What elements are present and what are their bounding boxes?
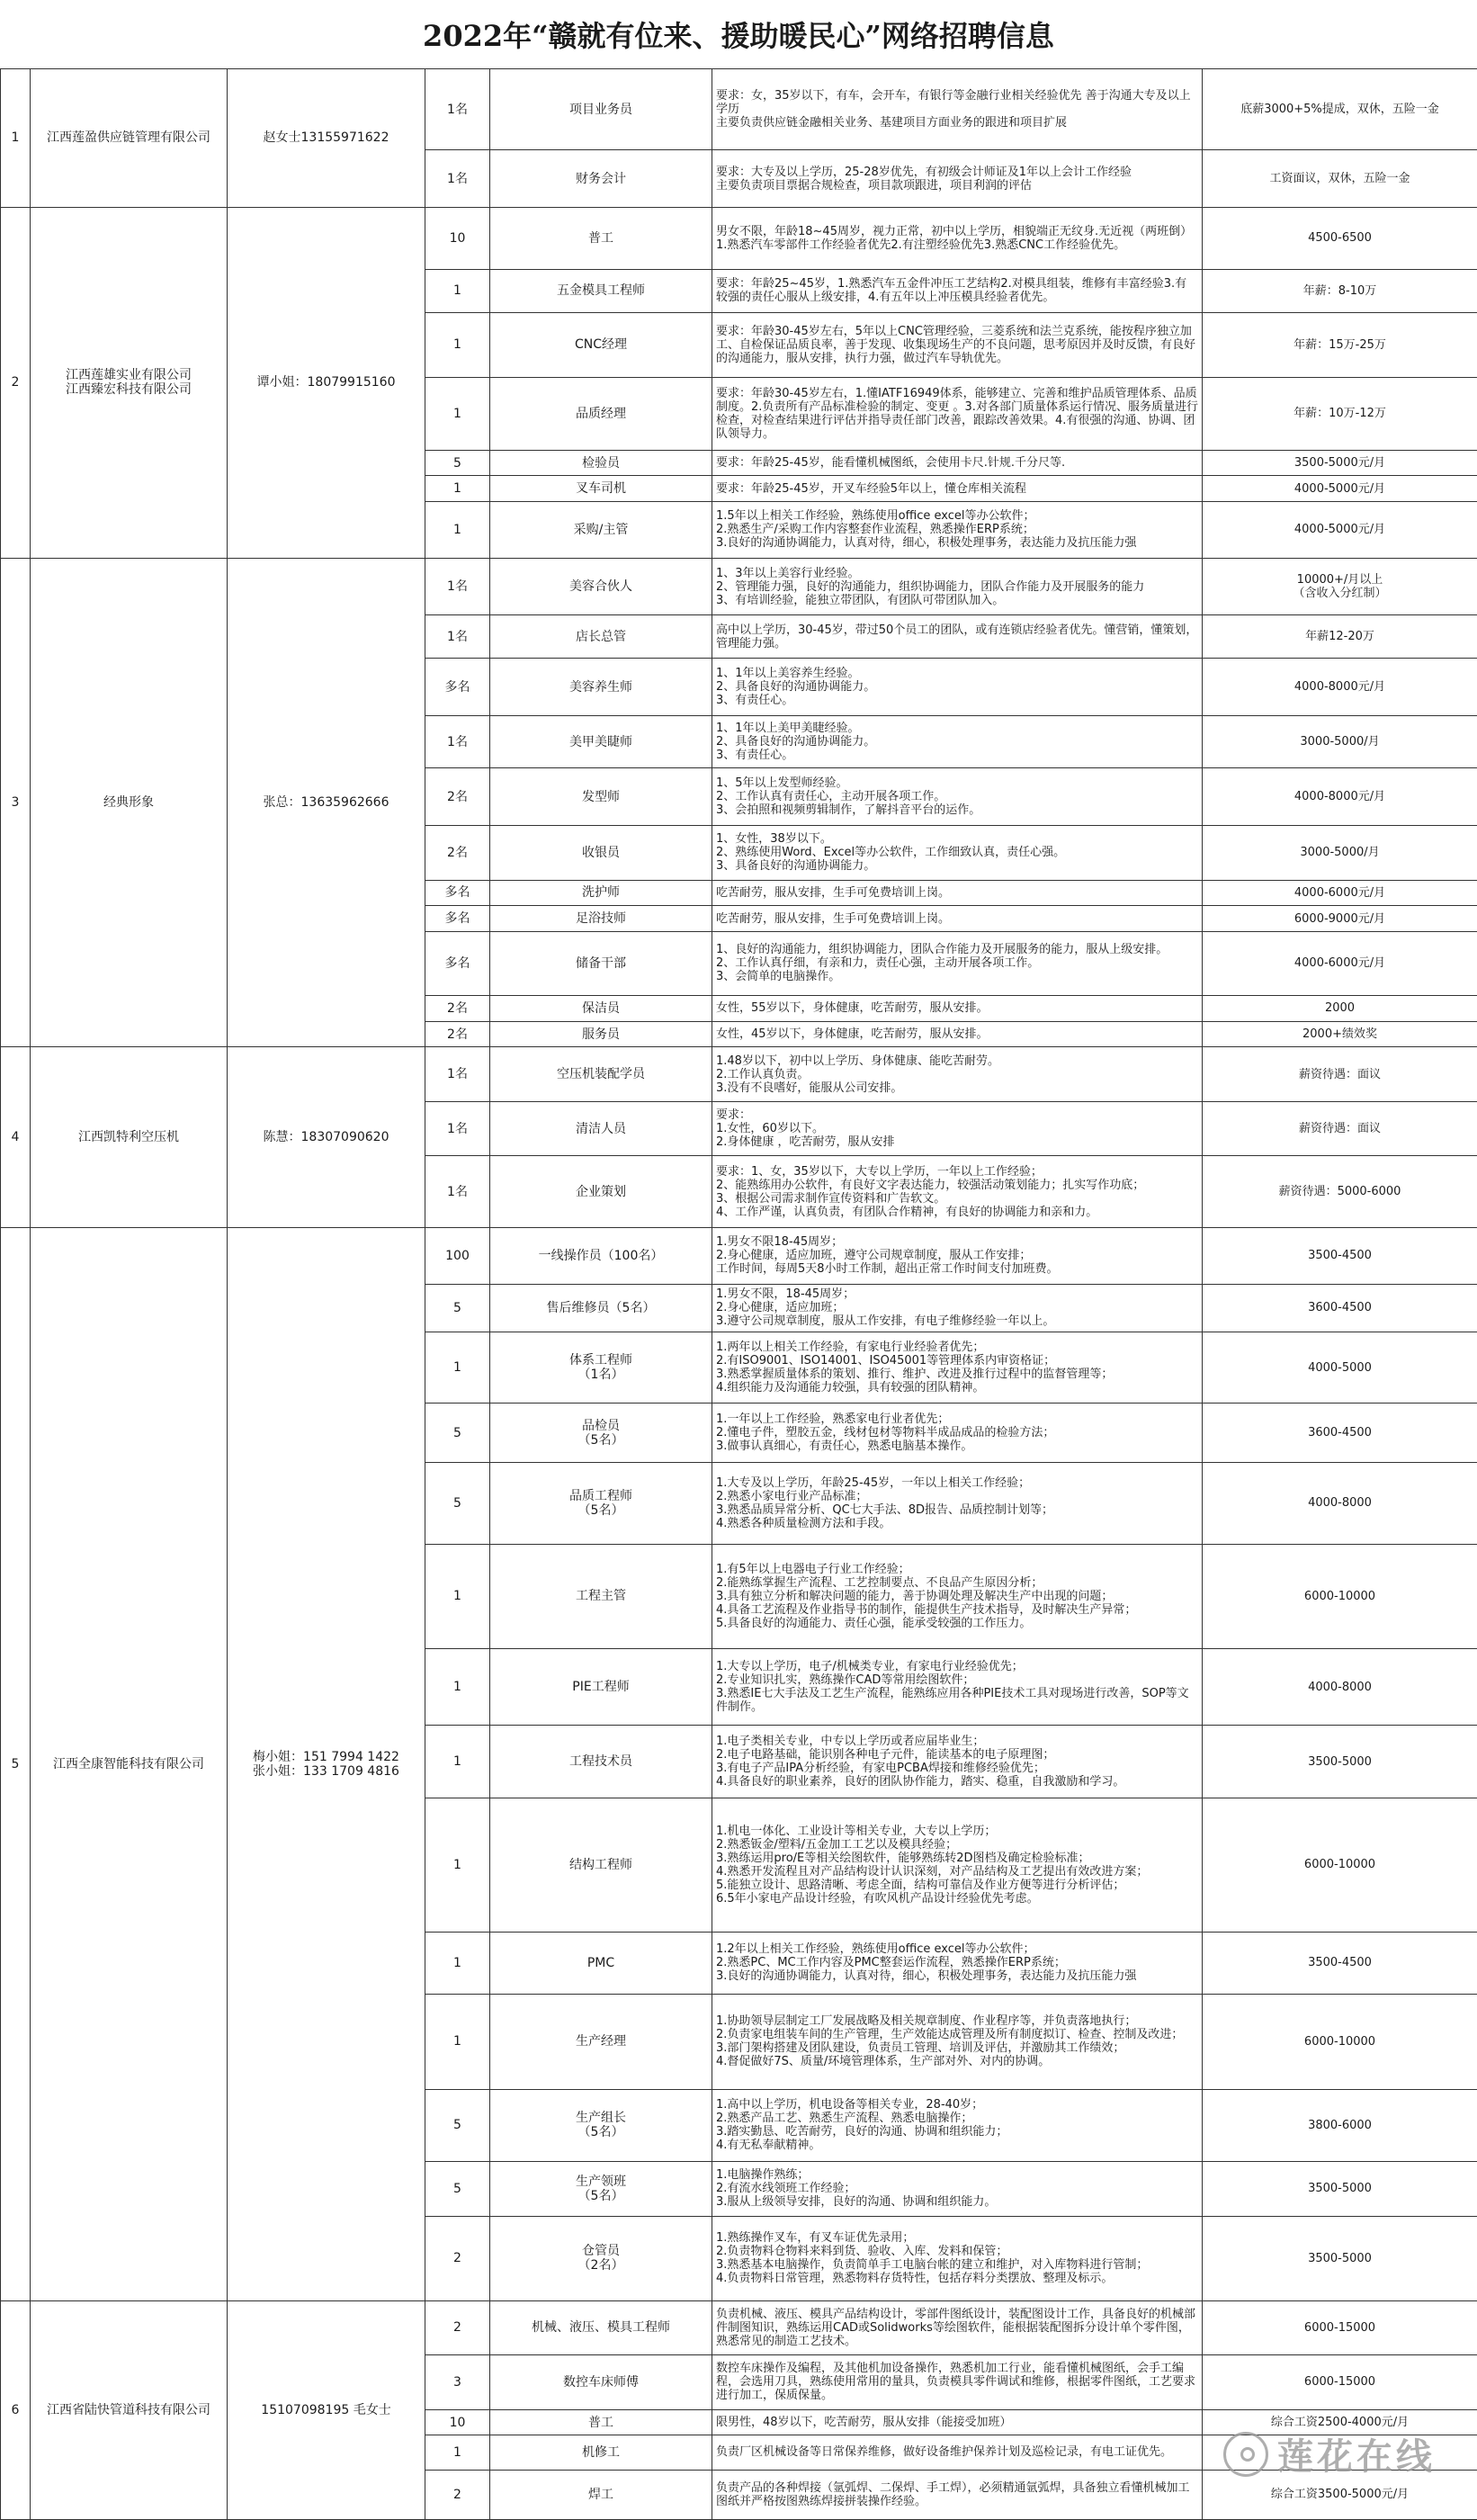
job-salary: 3500-5000元/月 bbox=[1203, 450, 1477, 476]
job-position: 洗护师 bbox=[490, 880, 712, 906]
job-salary: 3500-5000 bbox=[1203, 1726, 1477, 1798]
job-requirements: 1.机电一体化、工业设计等相关专业，大专以上学历； 2.熟悉钣金/塑料/五金加工工艺以及模具经验； 3.熟练运用pro/E等相关绘图软件，能够熟练转2D图档及确定检验标准； 4.熟悉开发流程且对产品结构设计认识深刻，对产品结构及工艺提出有效改进方案； 5.能独立设计、思路清晰、考虑全面，结构可靠信及作业方便等进行分析评估； 6.5年小家电产品设计经验，有吹风机产品设计经验优先考虑。 bbox=[712, 1798, 1203, 1933]
company-number: 6 bbox=[1, 2300, 31, 2519]
company-contact: 谭小姐：18079915160 bbox=[228, 207, 425, 558]
table-row bbox=[1, 1047, 1477, 1102]
job-position: 美容养生师 bbox=[490, 659, 712, 716]
company-number: 4 bbox=[1, 1047, 31, 1228]
job-position: 生产领班 （5名） bbox=[490, 2161, 712, 2217]
job-requirements: 1、1年以上美甲美睫经验。 2、具备良好的沟通协调能力。 3、有责任心。 bbox=[712, 715, 1203, 767]
job-salary: 3800-6000 bbox=[1203, 2089, 1477, 2161]
job-requirements: 1.一年以上工作经验，熟悉家电行业者优先； 2.懂电子件，塑胶五金，线材包材等物料半成品成品的检验方法； 3.做事认真细心，有责任心，熟悉电脑基本操作。 bbox=[712, 1403, 1203, 1463]
recruitment-table bbox=[0, 68, 1477, 2520]
job-requirements: 1.男女不限18-45周岁； 2.身心健康，适应加班，遵守公司规章制度，服从工作安排； 工作时间，每周5天8小时工作制，超出正常工作时间支付加班费。 bbox=[712, 1228, 1203, 1285]
company-contact: 15107098195 毛女士 bbox=[228, 2300, 425, 2519]
job-position: 发型师 bbox=[490, 768, 712, 826]
company-name: 江西凯特利空压机 bbox=[31, 1047, 228, 1228]
watermark bbox=[1223, 2429, 1466, 2479]
job-position: 清洁人员 bbox=[490, 1101, 712, 1156]
company-number: 1 bbox=[1, 69, 31, 208]
job-count: 2 bbox=[425, 2217, 490, 2300]
job-requirements: 女性，45岁以下，身体健康，吃苦耐劳，服从安排。 bbox=[712, 1021, 1203, 1047]
job-salary: 薪资待遇：面议 bbox=[1203, 1101, 1477, 1156]
table-row bbox=[1, 69, 1477, 150]
job-count: 5 bbox=[425, 450, 490, 476]
job-count: 多名 bbox=[425, 880, 490, 906]
table-row bbox=[1, 2300, 1477, 2355]
job-requirements: 男女不限，年龄18~45周岁，视力正常，初中以上学历，相貌端正无纹身.无近视（两班倒） 1.熟悉汽车零部件工作经验者优先2.有注塑经验优先3.熟悉CNC工作经验优先。 bbox=[712, 207, 1203, 269]
job-count: 1名 bbox=[425, 150, 490, 208]
table-row bbox=[1, 558, 1477, 615]
job-position: 品质经理 bbox=[490, 377, 712, 450]
job-requirements: 1、1年以上美容养生经验。 2、具备良好的沟通协调能力。 3、有责任心。 bbox=[712, 659, 1203, 716]
job-requirements: 1.大专及以上学历，年龄25-45岁，一年以上相关工作经验； 2.熟悉小家电行业产品标准； 3.熟悉品质异常分析、QC七大手法、8D报告、品质控制计划等； 4.熟悉各种质量检测方法和手段。 bbox=[712, 1463, 1203, 1544]
job-requirements: 1.电脑操作熟练； 2.有流水线领班工作经验； 3.服从上级领导安排，良好的沟通、协调和组织能力。 bbox=[712, 2161, 1203, 2217]
job-position: 售后维修员（5名） bbox=[490, 1284, 712, 1332]
table-row bbox=[1, 1228, 1477, 1285]
company-contact: 陈慧：18307090620 bbox=[228, 1047, 425, 1228]
job-position: 机修工 bbox=[490, 2435, 712, 2470]
job-requirements: 要求：年龄25-45岁，能看懂机械图纸，会使用卡尺.针规.千分尺等. bbox=[712, 450, 1203, 476]
job-salary: 6000-15000 bbox=[1203, 2355, 1477, 2410]
job-position: 保洁员 bbox=[490, 996, 712, 1022]
job-salary: 4000-8000 bbox=[1203, 1463, 1477, 1544]
job-position: 工程主管 bbox=[490, 1544, 712, 1649]
wechat-icon bbox=[1223, 2432, 1268, 2477]
job-requirements: 吃苦耐劳，服从安排，生手可免费培训上岗。 bbox=[712, 880, 1203, 906]
job-position: 机械、液压、模具工程师 bbox=[490, 2300, 712, 2355]
job-salary: 10000+/月以上 （含收入分红制） bbox=[1203, 558, 1477, 615]
job-requirements: 要求：年龄25-45岁，开叉车经验5年以上，懂仓库相关流程 bbox=[712, 476, 1203, 502]
job-count: 1 bbox=[425, 476, 490, 502]
job-count: 1 bbox=[425, 1649, 490, 1726]
job-count: 1 bbox=[425, 2435, 490, 2470]
job-position: 采购/主管 bbox=[490, 502, 712, 559]
job-count: 2名 bbox=[425, 826, 490, 881]
job-count: 1 bbox=[425, 1726, 490, 1798]
job-salary: 3500-4500 bbox=[1203, 1228, 1477, 1285]
job-requirements: 要求：年龄30-45岁左右，5年以上CNC管理经验，三菱系统和法兰克系统，能按程序独立加工、自检保证品质良率，善于发现、收集现场生产的不良问题，思考原因并及时反馈，有良好的沟通能力，服从安排，执行力强，做过汽车导轨优先。 bbox=[712, 312, 1203, 377]
company-name: 经典形象 bbox=[31, 558, 228, 1047]
job-count: 5 bbox=[425, 2089, 490, 2161]
job-salary: 年薪：10万-12万 bbox=[1203, 377, 1477, 450]
page-title: 2022年“赣就有位来、援助暖民心”网络招聘信息 bbox=[423, 19, 1054, 53]
job-count: 1 bbox=[425, 270, 490, 313]
job-requirements: 1.协助领导层制定工厂发展战略及相关规章制度、作业程序等，并负责落地执行； 2.负责家电组装车间的生产管理，生产效能达成管理及所有制度拟订、检查、控制及改进； 3.部门架构搭建及团队建设，负责员工管理、培训及评估，并激励其工作绩效； 4.督促做好7S、质量/环境管理体系，生产部对外、对内的协调。 bbox=[712, 1994, 1203, 2089]
job-position: 美甲美睫师 bbox=[490, 715, 712, 767]
job-count: 多名 bbox=[425, 906, 490, 932]
job-salary: 6000-10000 bbox=[1203, 1798, 1477, 1933]
job-count: 2 bbox=[425, 2470, 490, 2519]
job-requirements: 负责厂区机械设备等日常保养维修，做好设备维护保养计划及巡检记录，有电工证优先。 bbox=[712, 2435, 1203, 2470]
job-count: 5 bbox=[425, 2161, 490, 2217]
job-position: 结构工程师 bbox=[490, 1798, 712, 1933]
job-count: 100 bbox=[425, 1228, 490, 1285]
job-salary: 工资面议，双休，五险一金 bbox=[1203, 150, 1477, 208]
job-count: 5 bbox=[425, 1284, 490, 1332]
job-requirements: 1.5年以上相关工作经验，熟练使用office excel等办公软件； 2.熟悉生产/采购工作内容整套作业流程，熟悉操作ERP系统； 3.良好的沟通协调能力，认真对待，细心，积极处理事务，表达能力及抗压能力强 bbox=[712, 502, 1203, 559]
job-count: 1 bbox=[425, 502, 490, 559]
job-count: 多名 bbox=[425, 659, 490, 716]
job-count: 2名 bbox=[425, 996, 490, 1022]
company-number: 2 bbox=[1, 207, 31, 558]
job-position: 空压机装配学员 bbox=[490, 1047, 712, 1102]
job-requirements: 限男性，48岁以下，吃苦耐劳，服从安排（能接受加班） bbox=[712, 2409, 1203, 2435]
job-position: 足浴技师 bbox=[490, 906, 712, 932]
job-salary: 4000-5000元/月 bbox=[1203, 476, 1477, 502]
job-requirements: 1.男女不限，18-45周岁； 2.身心健康，适应加班； 3.遵守公司规章制度，服从工作安排，有电子维修经验一年以上。 bbox=[712, 1284, 1203, 1332]
job-count: 1名 bbox=[425, 69, 490, 150]
job-position: 服务员 bbox=[490, 1021, 712, 1047]
job-salary: 4000-5000元/月 bbox=[1203, 502, 1477, 559]
job-requirements: 1、5年以上发型师经验。 2、工作认真有责任心，主动开展各项工作。 3、会拍照和视频剪辑制作，了解抖音平台的运作。 bbox=[712, 768, 1203, 826]
job-count: 10 bbox=[425, 2409, 490, 2435]
job-salary: 3500-4500 bbox=[1203, 1932, 1477, 1994]
job-requirements: 1.大专以上学历，电子/机械类专业，有家电行业经验优先； 2.专业知识扎实，熟练操作CAD等常用绘图软件； 3.熟悉IE七大手法及工艺生产流程，能熟练应用各种PIE技术工具对现场进行改善，SOP等文件制作。 bbox=[712, 1649, 1203, 1726]
job-requirements: 要求：女，35岁以下，有车，会开车，有银行等金融行业相关经验优先 善于沟通大专及以上学历 主要负责供应链金融相关业务、基建项目方面业务的跟进和项目扩展 bbox=[712, 69, 1203, 150]
job-salary: 年薪：15万-25万 bbox=[1203, 312, 1477, 377]
job-requirements: 负责产品的各种焊接（氩弧焊、二保焊、手工焊），必须精通氩弧焊，具备独立看懂机械加工图纸并严格按图熟练焊接拼装操作经验。 bbox=[712, 2470, 1203, 2519]
job-salary: 6000-9000元/月 bbox=[1203, 906, 1477, 932]
job-salary: 2000 bbox=[1203, 996, 1477, 1022]
job-requirements: 要求：大专及以上学历，25-28岁优先，有初级会计师证及1年以上会计工作经验 主要负责项目票据合规检查，项目款项跟进，项目利润的评估 bbox=[712, 150, 1203, 208]
job-position: 五金模具工程师 bbox=[490, 270, 712, 313]
job-position: 储备干部 bbox=[490, 931, 712, 995]
job-salary: 3000-5000/月 bbox=[1203, 826, 1477, 881]
job-count: 3 bbox=[425, 2355, 490, 2410]
job-count: 1 bbox=[425, 377, 490, 450]
job-position: 美容合伙人 bbox=[490, 558, 712, 615]
job-count: 1 bbox=[425, 312, 490, 377]
job-count: 1 bbox=[425, 1798, 490, 1933]
job-salary: 6000-15000 bbox=[1203, 2300, 1477, 2355]
job-position: 检验员 bbox=[490, 450, 712, 476]
job-salary: 6000-10000 bbox=[1203, 1994, 1477, 2089]
job-salary: 3000-5000/月 bbox=[1203, 715, 1477, 767]
job-salary: 综合工资2500-4000元/月 bbox=[1203, 2409, 1477, 2435]
job-position: 普工 bbox=[490, 207, 712, 269]
job-count: 1 bbox=[425, 1932, 490, 1994]
job-salary: 2000+绩效奖 bbox=[1203, 1021, 1477, 1047]
job-position: 店长总管 bbox=[490, 615, 712, 659]
job-position: 普工 bbox=[490, 2409, 712, 2435]
job-position: 项目业务员 bbox=[490, 69, 712, 150]
job-requirements: 1、良好的沟通能力，组织协调能力，团队合作能力及开展服务的能力，服从上级安排。 2、工作认真仔细，有亲和力，责任心强，主动开展各项工作。 3、会简单的电脑操作。 bbox=[712, 931, 1203, 995]
job-position: 生产经理 bbox=[490, 1994, 712, 2089]
job-requirements: 要求： 1.女性，60岁以下。 2.身体健康 ，吃苦耐劳，服从安排 bbox=[712, 1101, 1203, 1156]
job-count: 10 bbox=[425, 207, 490, 269]
job-requirements: 1.电子类相关专业，中专以上学历或者应届毕业生； 2.电子电路基础，能识别各种电子元件，能读基本的电子原理图； 3.有电子产品IPA分析经验，有家电PCBA焊接和维修经验优先； 4.具备良好的职业素养，良好的团队协作能力，踏实、稳重，自我激励和学习。 bbox=[712, 1726, 1203, 1798]
job-position: PIE工程师 bbox=[490, 1649, 712, 1726]
job-salary: 4000-5000 bbox=[1203, 1332, 1477, 1403]
job-requirements: 高中以上学历，30-45岁，带过50个员工的团队，或有连锁店经验者优先。懂营销，懂策划，管理能力强。 bbox=[712, 615, 1203, 659]
job-position: 数控车床师傅 bbox=[490, 2355, 712, 2410]
job-requirements: 1.两年以上相关工作经验，有家电行业经验者优先； 2.有ISO9001、ISO14001、ISO45001等管理体系内审资格证； 3.熟悉掌握质量体系的策划、推行、维护、改进及推行过程中的监督管理等； 4.组织能力及沟通能力较强，具有较强的团队精神。 bbox=[712, 1332, 1203, 1403]
job-position: 叉车司机 bbox=[490, 476, 712, 502]
job-requirements: 1.2年以上相关工作经验，熟练使用office excel等办公软件； 2.熟悉PC、MC工作内容及PMC整套运作流程，熟悉操作ERP系统； 3.良好的沟通协调能力，认真对待，细心，积极处理事务，表达能力及抗压能力强 bbox=[712, 1932, 1203, 1994]
job-salary: 3500-5000 bbox=[1203, 2161, 1477, 2217]
company-number: 5 bbox=[1, 1228, 31, 2301]
job-requirements: 1.有5年以上电器电子行业工作经验； 2.能熟练掌握生产流程、工艺控制要点、不良品产生原因分析； 3.具有独立分析和解决问题的能力，善于协调处理及解决生产中出现的问题； 4.具备工艺流程及作业指导书的制作，能提供生产技术指导，及时解决生产异常； 5.具备良好的沟通能力、责任心强，能承受较强的工作压力。 bbox=[712, 1544, 1203, 1649]
job-position: 品质工程师 （5名） bbox=[490, 1463, 712, 1544]
job-position: 工程技术员 bbox=[490, 1726, 712, 1798]
job-salary: 3600-4500 bbox=[1203, 1284, 1477, 1332]
job-position: 品检员 （5名） bbox=[490, 1403, 712, 1463]
job-salary: 薪资待遇：5000-6000 bbox=[1203, 1156, 1477, 1228]
job-salary: 6000-10000 bbox=[1203, 1544, 1477, 1649]
job-position: 一线操作员（100名） bbox=[490, 1228, 712, 1285]
job-requirements: 女性，55岁以下，身体健康，吃苦耐劳，服从安排。 bbox=[712, 996, 1203, 1022]
job-salary: 综合工资3500-5000元/月 bbox=[1203, 2470, 1477, 2519]
job-position: PMC bbox=[490, 1932, 712, 1994]
job-salary: 4000-8000 bbox=[1203, 1649, 1477, 1726]
job-salary: 底薪3000+5%提成，双休，五险一金 bbox=[1203, 69, 1477, 150]
job-requirements: 要求：年龄30-45岁左右，1.懂IATF16949体系，能够建立、完善和维护品质管理体系、品质制度。2.负责所有产品标准检验的制定、变更 。3.对各部门质量体系运行情况、服务质量进行检查，对检查结果进行评估并指导责任部门改善，跟踪改善效果。4.有很强的沟通、协调、团队领导力。 bbox=[712, 377, 1203, 450]
job-requirements: 负责机械、液压、模具产品结构设计，零部件图纸设计，装配图设计工作，具备良好的机械部件制图知识，熟练运用CAD或Solidworks等绘图软件，能根据装配图拆分设计单个零件图，熟悉常见的制造工艺技术。 bbox=[712, 2300, 1203, 2355]
job-count: 1名 bbox=[425, 1101, 490, 1156]
job-position: 生产组长 （5名） bbox=[490, 2089, 712, 2161]
watermark-text: 莲花在线 bbox=[1277, 2436, 1436, 2478]
job-position: 财务会计 bbox=[490, 150, 712, 208]
job-salary: 4000-6000元/月 bbox=[1203, 880, 1477, 906]
company-name: 江西莲盈供应链管理有限公司 bbox=[31, 69, 228, 208]
job-requirements: 要求：1、女，35岁以下，大专以上学历，一年以上工作经验； 2、能熟练用办公软件，有良好文字表达能力，较强活动策划能力；扎实写作功底； 3、根据公司需求制作宣传资料和广告软文。 4、工作严谨，认真负责，有团队合作精神，有良好的协调能力和亲和力。 bbox=[712, 1156, 1203, 1228]
job-requirements: 1、3年以上美容行业经验。 2、管理能力强，良好的沟通能力，组织协调能力，团队合作能力及开展服务的能力 3、有培训经验，能独立带团队，有团队可带团队加入。 bbox=[712, 558, 1203, 615]
job-position: 仓管员 （2名） bbox=[490, 2217, 712, 2300]
job-count: 1 bbox=[425, 1544, 490, 1649]
job-salary: 年薪：8-10万 bbox=[1203, 270, 1477, 313]
job-count: 1名 bbox=[425, 715, 490, 767]
job-position: 体系工程师 （1名） bbox=[490, 1332, 712, 1403]
job-salary: 4000-8000元/月 bbox=[1203, 768, 1477, 826]
job-salary: 4000-6000元/月 bbox=[1203, 931, 1477, 995]
company-name: 江西省陆快管道科技有限公司 bbox=[31, 2300, 228, 2519]
job-position: 焊工 bbox=[490, 2470, 712, 2519]
job-requirements: 1.高中以上学历，机电设备等相关专业，28-40岁； 2.熟悉产品工艺、熟悉生产流程、熟悉电脑操作； 3.踏实勤恳、吃苦耐劳，良好的沟通、协调和组织能力； 4.有无私奉献精神。 bbox=[712, 2089, 1203, 2161]
job-salary: 4500-6500 bbox=[1203, 207, 1477, 269]
job-requirements: 吃苦耐劳，服从安排，生手可免费培训上岗。 bbox=[712, 906, 1203, 932]
job-salary: 4000-8000元/月 bbox=[1203, 659, 1477, 716]
job-position: 企业策划 bbox=[490, 1156, 712, 1228]
job-position: CNC经理 bbox=[490, 312, 712, 377]
job-requirements: 要求：年龄25~45岁，1.熟悉汽车五金件冲压工艺结构2.对模具组装，维修有丰富经验3.有较强的责任心服从上级安排，4.有五年以上冲压模具经验者优先。 bbox=[712, 270, 1203, 313]
company-name: 江西全康智能科技有限公司 bbox=[31, 1228, 228, 2301]
job-salary: 3600-4500 bbox=[1203, 1403, 1477, 1463]
job-requirements: 1、女性，38岁以下。 2、熟练使用Word、Excel等办公软件，工作细致认真，责任心强。 3、具备良好的沟通协调能力。 bbox=[712, 826, 1203, 881]
job-count: 5 bbox=[425, 1463, 490, 1544]
job-count: 1名 bbox=[425, 615, 490, 659]
job-position: 收银员 bbox=[490, 826, 712, 881]
job-count: 1 bbox=[425, 1332, 490, 1403]
job-count: 1名 bbox=[425, 1156, 490, 1228]
job-count: 1 bbox=[425, 1994, 490, 2089]
job-requirements: 1.48岁以下，初中以上学历、身体健康、能吃苦耐劳。 2.工作认真负责。 3.没有不良嗜好，能服从公司安排。 bbox=[712, 1047, 1203, 1102]
job-count: 2名 bbox=[425, 1021, 490, 1047]
job-salary: 年薪12-20万 bbox=[1203, 615, 1477, 659]
company-contact: 梅小姐：151 7994 1422 张小姐：133 1709 4816 bbox=[228, 1228, 425, 2301]
company-name: 江西莲雄实业有限公司 江西臻宏科技有限公司 bbox=[31, 207, 228, 558]
job-count: 2名 bbox=[425, 768, 490, 826]
job-salary: 3500-5000 bbox=[1203, 2217, 1477, 2300]
job-count: 多名 bbox=[425, 931, 490, 995]
job-count: 1名 bbox=[425, 1047, 490, 1102]
job-requirements: 1.熟练操作叉车，有叉车证优先录用； 2.负责物料仓物料来料到货、验收、入库、发料和保管； 3.熟悉基本电脑操作，负责简单手工电脑台帐的建立和维护，对入库物料进行管制； 4.负责物料日常管理，熟悉物料存货特性，包括存料分类摆放、整理及标示。 bbox=[712, 2217, 1203, 2300]
job-count: 5 bbox=[425, 1403, 490, 1463]
company-contact: 赵女士13155971622 bbox=[228, 69, 425, 208]
job-requirements: 数控车床操作及编程，及其他机加设备操作，熟悉机加工行业，能看懂机械图纸，会手工编程，会选用刀具，熟练使用常用的量具，负责模具零件调试和维修，根据零件图纸，工艺要求进行加工，保质保量。 bbox=[712, 2355, 1203, 2410]
job-count: 2 bbox=[425, 2300, 490, 2355]
table-row bbox=[1, 207, 1477, 269]
job-salary: 薪资待遇：面议 bbox=[1203, 1047, 1477, 1102]
job-count: 1名 bbox=[425, 558, 490, 615]
company-contact: 张总：13635962666 bbox=[228, 558, 425, 1047]
company-number: 3 bbox=[1, 558, 31, 1047]
